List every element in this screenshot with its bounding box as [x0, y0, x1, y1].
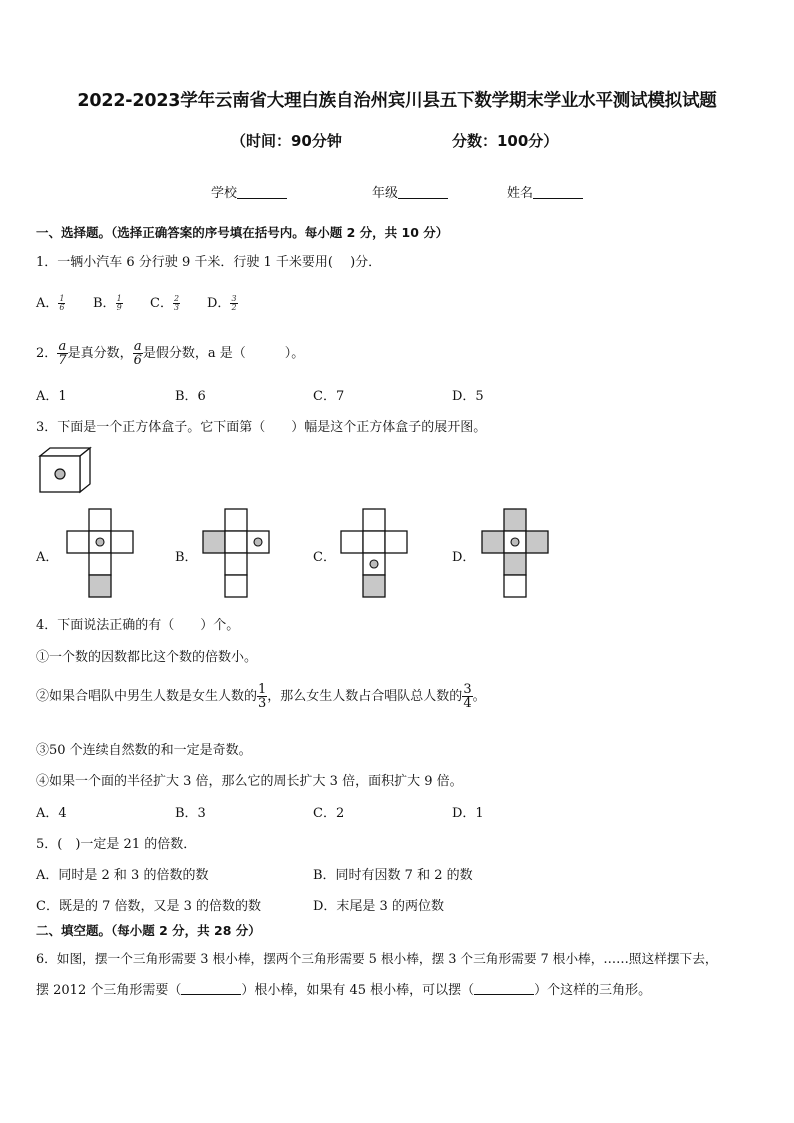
q4-statement-1: ①一个数的因数都比这个数的倍数小。: [36, 650, 258, 665]
net-d-figure: [481, 508, 551, 600]
q6-answer-blank-2[interactable]: [474, 982, 534, 995]
q3-option-b: B．: [175, 550, 198, 565]
q4-option-d: D．1: [452, 806, 484, 821]
q3-option-a: A．: [36, 550, 59, 565]
q3-option-d: D．: [452, 550, 476, 565]
q4-statement-4: ④如果一个面的半径扩大 3 倍，那么它的周长扩大 3 倍，面积扩大 9 倍。: [36, 774, 463, 789]
question-4: 4．下面说法正确的有（ ）个。: [36, 618, 240, 633]
q5-option-c: C．既是的 7 倍数，又是 3 的倍数的数: [36, 899, 262, 914]
q2-option-d: D．5: [452, 389, 484, 404]
exam-score: 分数：100分）: [452, 132, 559, 150]
page-title: 2022-2023学年云南省大理白族自治州宾川县五下数学期末学业水平测试模拟试题: [77, 91, 717, 111]
q2-option-c: C．7: [313, 389, 345, 404]
q4-option-c: C．2: [313, 806, 345, 821]
net-b-figure: [202, 508, 272, 600]
net-a-figure: [66, 508, 136, 600]
question-5: 5．( )一定是 21 的倍数．: [36, 837, 197, 852]
section-choice-heading: 一、选择题。（选择正确答案的序号填在括号内。每小题 2 分，共 10 分）: [36, 225, 449, 240]
q2-option-a: A．1: [36, 389, 67, 404]
net-c-figure: [340, 508, 410, 600]
question-3: 3．下面是一个正方体盒子。它下面第（ ）幅是这个正方体盒子的展开图。: [36, 420, 487, 435]
q5-option-d: D．末尾是 3 的两位数: [313, 899, 444, 914]
question-1: 1．一辆小汽车 6 分行驶 9 千米．行驶 1 千米要用( )分．: [36, 255, 382, 270]
grade-field[interactable]: 年级: [372, 182, 448, 201]
cube-figure: [38, 446, 94, 496]
q1-option-d: D． $\frac{3}{2}$: [207, 294, 237, 312]
q5-option-a: A．同时是 2 和 3 的倍数的数: [36, 868, 209, 883]
question-6-line-2: 摆 2012 个三角形需要（ ）根小棒，如果有 45 根小棒，可以摆（ ）个这样的三角形。: [36, 983, 652, 998]
exam-time: （时间：90分钟: [231, 132, 342, 150]
q1-option-a: A． $\frac{1}{6}$: [36, 294, 65, 312]
name-field[interactable]: 姓名: [507, 182, 583, 201]
q1-option-c: C． $\frac{2}{3}$: [150, 294, 180, 312]
question-2: 2． $\frac{a}{7}$ 是真分数， $\frac{a}{6}$ 是假分数，a 是（ ）。: [36, 339, 305, 368]
q4-statement-3: ③50 个连续自然数的和一定是奇数。: [36, 743, 252, 758]
q4-option-a: A．4: [36, 806, 67, 821]
q3-option-c: C．: [313, 550, 336, 565]
q6-answer-blank-1[interactable]: [181, 982, 241, 995]
q4-statement-2: ②如果合唱队中男生人数是女生人数的 $\frac{1}{3}$ ，那么女生人数占合唱队总人数的 $\frac{3}{4}$ 。: [36, 682, 486, 711]
q5-option-b: B．同时有因数 7 和 2 的数: [313, 868, 473, 883]
q2-option-b: B．6: [175, 389, 206, 404]
question-6-line-1: 6．如图，摆一个三角形需要 3 根小棒，摆两个三角形需要 5 根小棒，摆 3 个三角形需要 7 根小棒，……照这样摆下去，: [36, 951, 718, 966]
q4-option-b: B．3: [175, 806, 206, 821]
q1-option-b: B． $\frac{1}{9}$: [93, 294, 122, 312]
school-field[interactable]: 学校: [211, 182, 287, 201]
section-fill-heading: 二、填空题。（每小题 2 分，共 28 分）: [36, 923, 261, 938]
